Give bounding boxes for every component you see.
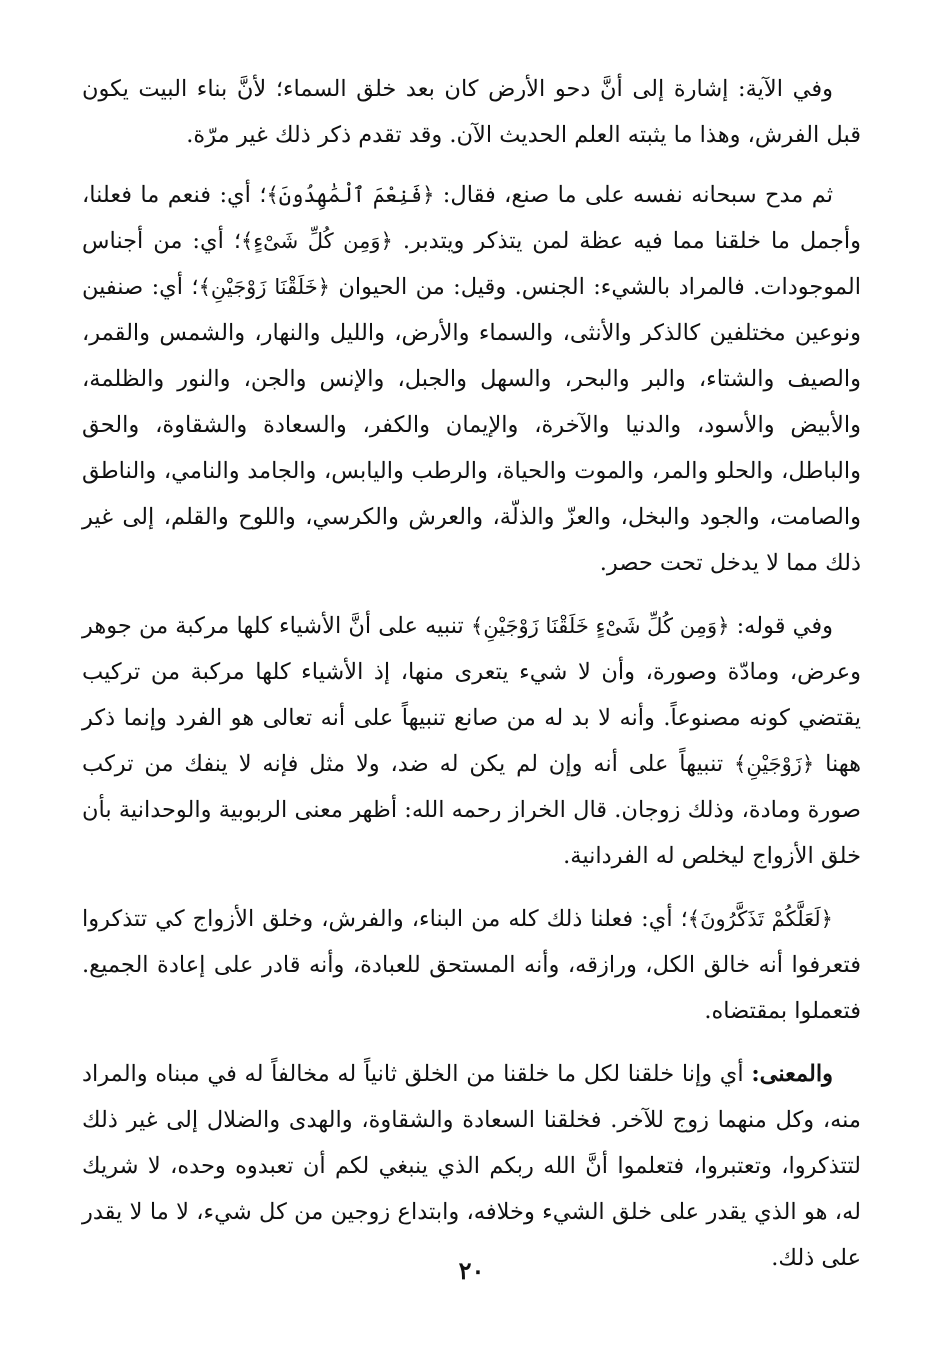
text-run: ؛ أي: فنعم ما فعلنا، وأجمل ما خلقنا مما فيه عظة لمن يتذكر ويتدبر. <box>82 182 861 254</box>
lead-term: والمعنى: <box>751 1061 833 1087</box>
paragraph <box>82 66 861 158</box>
text-run: تنبيهاً على أنه وإن لم يكن له ضد، ولا مثل فإنه لا ينفك من تركب صورة ومادة، وذلك زوجان. قال الخراز رحمه الله: أظهر معنى الربوبية والوحدانية بأن خلق الأزواج ليخلص له الفردانية. <box>82 751 861 869</box>
page-body <box>82 66 861 1298</box>
quran-verse: ﴿زَوْجَيْنِ﴾ <box>734 752 815 776</box>
page-number: ٢٠ <box>458 1256 485 1285</box>
text-run: ثم مدح سبحانه نفسه على ما صنع، فقال: <box>434 182 834 208</box>
text-run: ؛ أي: من أجناس الموجودات. فالمراد بالشيء: الجنس. وقيل: من الحيوان <box>82 228 861 300</box>
text-run: وفي قوله: <box>729 613 833 639</box>
text-run: وفي الآية: إشارة إلى أنَّ دحو الأرض كان بعد خلق السماء؛ لأنَّ بناء البيت يكون قبل الفرش، وهذا ما يثبته العلم الحديث الآن. وقد تقدم ذكر ذلك غير مرّة. <box>82 76 861 148</box>
text-run: ؛ أي: صنفين ونوعين مختلفين كالذكر والأنثى، والسماء والأرض، والليل والنهار، والشمس والقمر، والصيف والشتاء، والبر والبحر، والسهل والجبل، والإنس والجن، والنور والظلمة، والأبيض والأسود، والدنيا والآخرة، والإيمان والكفر، والسعادة والشقاوة، والحق والباطل، والحلو والمر، والموت والحياة، والرطب واليابس، والجامد والنامي، والناطق والصامت، والجود والبخل، والعزّ والذلّة، والعرش والكرسي، واللوح والقلم، إلى غير ذلك مما لا يدخل تحت حصر. <box>82 274 861 576</box>
text-run: ؛ أي: فعلنا ذلك كله من البناء، والفرش، وخلق الأزواج كي تتذكروا فتعرفوا أنه خالق الكل، ورازقه، وأنه المستحق للعبادة، وأنه قادر على إعادة الجميع. فتعملوا بمقتضاه. <box>82 906 861 1024</box>
text-run: تنبيه على أنَّ الأشياء كلها مركبة من جوهر وعرض، ومادّة وصورة، وأن لا شيء يتعرى منها، إذ الأشياء كلها مركبة من تركيب يقتضي كونه مصنوعاً. وأنه لا بد له من صانع تنبيهاً على أنه تعالى هو الفرد وإنما ذكر ههنا <box>82 613 861 777</box>
quran-verse: ﴿وَمِن كُلِّ شَىْءٍ﴾ <box>240 229 393 253</box>
quran-verse: ﴿لَعَلَّكُمْ تَذَكَّرُونَ﴾ <box>687 907 833 931</box>
paragraph <box>82 172 861 586</box>
quran-verse: ﴿وَمِن كُلِّ شَىْءٍ خَلَقْنَا زَوْجَيْنِ﴾ <box>470 614 730 638</box>
text-run: أي وإنا خلقنا لكل ما خلقنا من الخلق ثانياً له مخالفاً له في مبناه والمراد منه، وكل منهما زوج للآخر. فخلقنا السعادة والشقاوة، والهدى والضلال إلى غير ذلك لتتذكروا، وتعتبروا، فتعلموا أنَّ الله ربكم الذي ينبغي لكم أن تعبدوه وحده، لا شريك له، هو الذي يقدر على خلق الشيء وخلافه، وابتداع زوجين من كل شيء، لا ما لا يقدر على ذلك. <box>82 1061 861 1271</box>
paragraph <box>82 896 861 1034</box>
paragraph <box>82 603 861 879</box>
quran-verse: ﴿خَلَقْنَا زَوْجَيْنِ﴾ <box>198 275 330 299</box>
paragraph <box>82 1051 861 1281</box>
quran-verse: ﴿فَنِعْمَ ٱلْمَٰهِدُونَ﴾ <box>266 183 435 207</box>
